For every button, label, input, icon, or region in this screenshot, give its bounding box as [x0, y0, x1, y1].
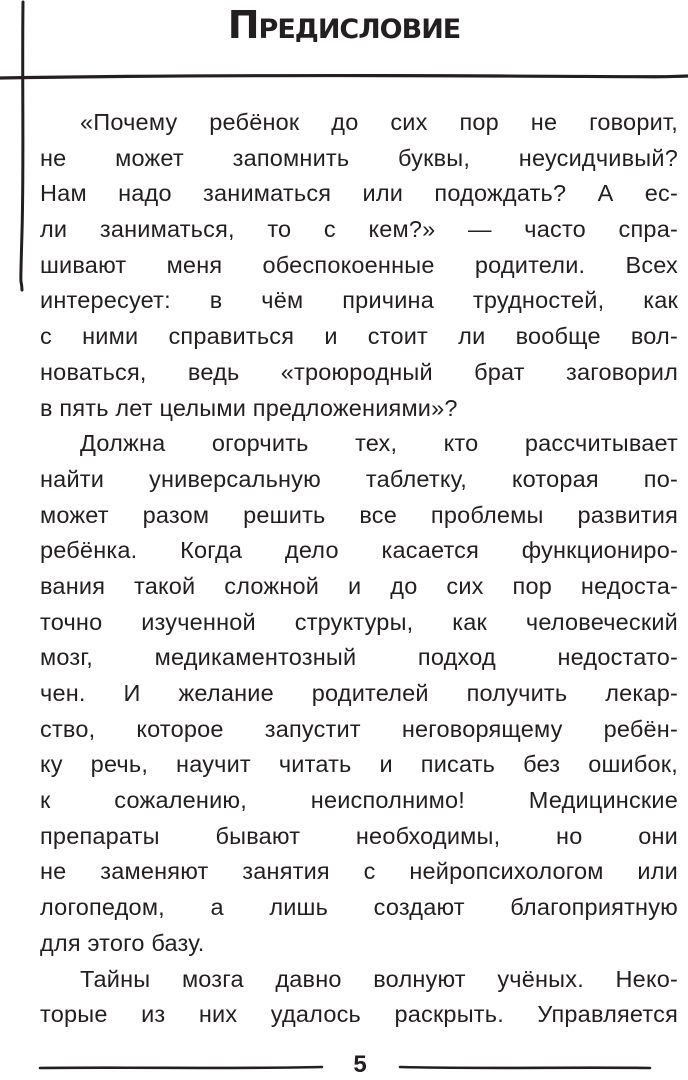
- body-text: [40, 105, 678, 1033]
- text-line: торые из них удалось раскрыть. Управляется: [40, 1001, 678, 1028]
- page-number: 5: [353, 1051, 367, 1078]
- text-line: шивают меня обеспокоенные родители. Всех: [40, 251, 678, 278]
- text-line: ство, которое запустит неговорящему ребён-: [40, 715, 678, 742]
- header-divider: [0, 72, 688, 82]
- text-line: не заменяют занятия с нейропсихологом или: [40, 858, 678, 885]
- text-line: чен. И желание родителей получить лекар-: [40, 680, 678, 706]
- text-line: точно изученной структуры, как человеческий: [40, 608, 678, 635]
- text-line: для этого базу.: [40, 929, 205, 956]
- text-line: найти универсальную таблетку, которая по-: [40, 465, 678, 492]
- text-line: ку речь, научит читать и писать без ошибок,: [40, 751, 678, 778]
- margin-line: [14, 2, 30, 290]
- footer-divider-left: [40, 1065, 322, 1071]
- text-line: Тайны мозга давно волнуют учёных. Неко-: [80, 965, 678, 992]
- text-line: препараты бывают необходимы, но они: [40, 822, 678, 849]
- text-line: Нам надо заниматься или подождать? А ес-: [40, 180, 678, 207]
- text-line: Должна огорчить тех, кто рассчитывает: [80, 430, 678, 457]
- text-line: мозг, медикаментозный подход недостато-: [40, 644, 678, 671]
- text-line: к сожалению, неисполнимо! Медицинские: [40, 787, 678, 814]
- text-line: интересует: в чём причина трудностей, как: [40, 287, 678, 314]
- footer-divider-right: [400, 1065, 650, 1071]
- text-line: вания такой сложной и до сих пор недоста-: [40, 572, 678, 599]
- text-line: не может запомнить буквы, неусидчивый?: [40, 144, 678, 171]
- text-line: ли заниматься, то с кем?» — часто спра-: [40, 216, 678, 243]
- text-line: с ними справиться и стоит ли вообще вол-: [40, 323, 678, 350]
- page-title: Предисловие: [227, 3, 461, 47]
- text-line: новаться, ведь «троюродный брат заговорил: [40, 358, 678, 385]
- text-line: может разом решить все проблемы развития: [40, 501, 678, 528]
- text-line: «Почему ребёнок до сих пор не говорит,: [80, 109, 678, 135]
- text-line: в пять лет целыми предложениями»?: [40, 394, 458, 421]
- text-line: логопедом, а лишь создают благоприятную: [40, 894, 678, 921]
- text-line: ребёнка. Когда дело касается функциониро-: [40, 537, 678, 564]
